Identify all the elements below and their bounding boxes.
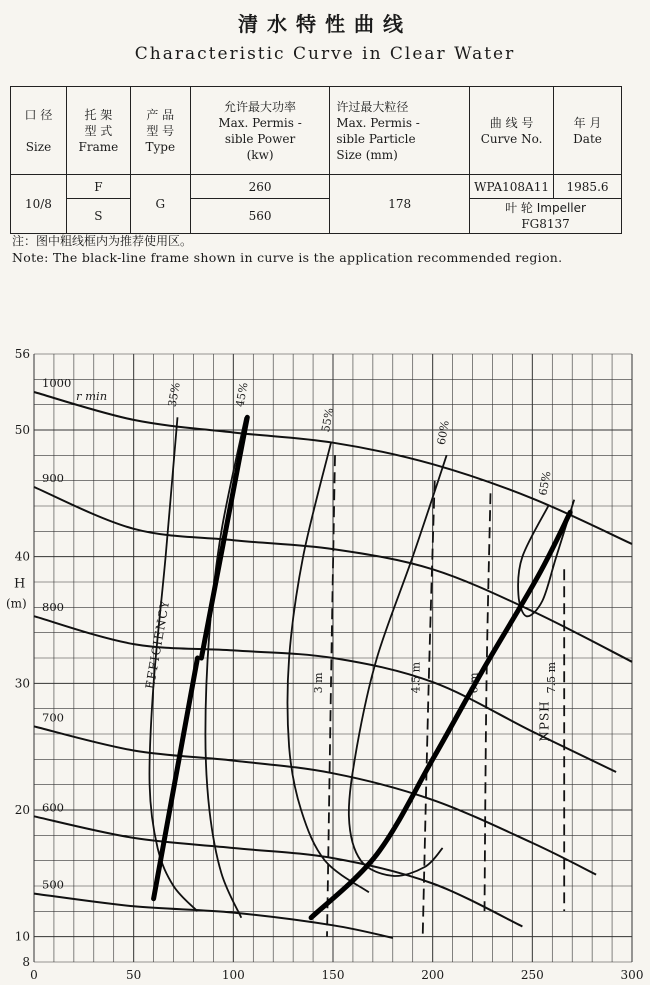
speed-label-900: 900 — [42, 471, 64, 485]
speed-label-700: 700 — [42, 710, 64, 725]
page-title-en: Characteristic Curve in Clear Water — [134, 44, 516, 64]
npsh-line-label: 3 m — [312, 672, 326, 694]
efficiency-label-35%: 35% — [165, 381, 183, 408]
note-en: Note: The black-line frame shown in curve is the application recommended region. — [12, 250, 563, 265]
impeller-cell — [470, 199, 622, 234]
efficiency-curve-60% — [349, 455, 447, 876]
chart-labels — [143, 599, 552, 742]
x-tick-label: 150 — [321, 968, 345, 982]
performance-chart — [0, 340, 650, 985]
speed-label-600: 600 — [42, 800, 64, 815]
date-value: 1985.6 — [554, 175, 622, 199]
y-tick-label: 50 — [14, 423, 30, 437]
x-tick-label: 50 — [126, 968, 142, 982]
efficiency-annotation: EFFICIENCY — [142, 598, 173, 691]
page-title-cn: 清水特性曲线 — [238, 12, 412, 36]
x-tick-label: 200 — [421, 968, 445, 982]
npsh-lines — [312, 455, 564, 936]
head-curve-600 — [34, 816, 522, 926]
npsh-line-label: 6 m — [467, 672, 481, 694]
y-axis-label: H — [14, 576, 26, 592]
efficiency-label-65%: 65% — [536, 470, 554, 497]
npsh-annotation: NPSH — [537, 700, 552, 742]
date-header: 年 月 Date — [554, 87, 622, 175]
speed-label-500: 500 — [42, 877, 64, 892]
impeller-value: FG8137 — [521, 217, 570, 231]
y-tick-label: 20 — [14, 803, 30, 817]
frame-f-value: F — [66, 175, 130, 199]
power-header: 允许最大功率 Max. Permis - sible Power (kw) — [190, 87, 330, 175]
curve-no-header: 曲 线 号 Curve No. — [470, 87, 554, 175]
y-tick-label: 10 — [14, 929, 30, 944]
particle-value: 178 — [330, 175, 470, 234]
type-value: G — [130, 175, 190, 234]
impeller-label: 叶 轮 Impeller — [505, 201, 586, 215]
efficiency-label-55%: 55% — [319, 406, 337, 434]
x-tick-label: 300 — [620, 968, 644, 982]
efficiency-label-60%: 60% — [434, 419, 452, 446]
x-tick-label: 0 — [30, 968, 38, 982]
head-curve-700 — [34, 726, 596, 874]
recommended-region — [154, 417, 571, 917]
y-tick-label: 8 — [22, 955, 30, 969]
recommended-region-line — [311, 512, 570, 917]
speed-unit-label: r min — [76, 389, 108, 403]
npsh-line — [485, 493, 491, 911]
speed-label-1000: 1000 — [42, 376, 72, 390]
speed-label-800: 800 — [42, 600, 64, 615]
note-cn: 注：图中粗线框内为推荐使用区。 — [12, 234, 193, 248]
y-tick-label: 30 — [14, 676, 30, 691]
frame-header: 托 架 型 式 Frame — [66, 87, 130, 175]
size-header: 口 径 Size — [11, 87, 67, 175]
efficiency-label-45%: 45% — [233, 381, 251, 408]
x-tick-label: 250 — [520, 968, 544, 982]
x-tick-label: 100 — [221, 968, 245, 982]
efficiency-curve-45% — [205, 417, 245, 917]
y-axis-unit: (m) — [6, 596, 27, 611]
efficiency-curve-55% — [288, 443, 369, 893]
y-tick-label: 40 — [14, 549, 30, 564]
type-header: 产 品 型 号 Type — [130, 87, 190, 175]
particle-header: 许过最大粒径 Max. Permis - sible Particle Size (mm) — [330, 87, 470, 175]
size-value: 10/8 — [11, 175, 67, 234]
curve-no-value: WPA108A11 — [470, 175, 554, 199]
power-s-value: 560 — [190, 199, 330, 234]
y-tick-label: 56 — [14, 347, 30, 361]
npsh-line-label: 7.5 m — [545, 661, 559, 694]
npsh-line — [327, 455, 335, 936]
recommended-region-line — [154, 658, 198, 899]
frame-s-value: S — [66, 199, 130, 234]
spec-table — [10, 86, 622, 234]
power-f-value: 260 — [190, 175, 330, 199]
npsh-line-label: 4.5 m — [409, 661, 423, 694]
